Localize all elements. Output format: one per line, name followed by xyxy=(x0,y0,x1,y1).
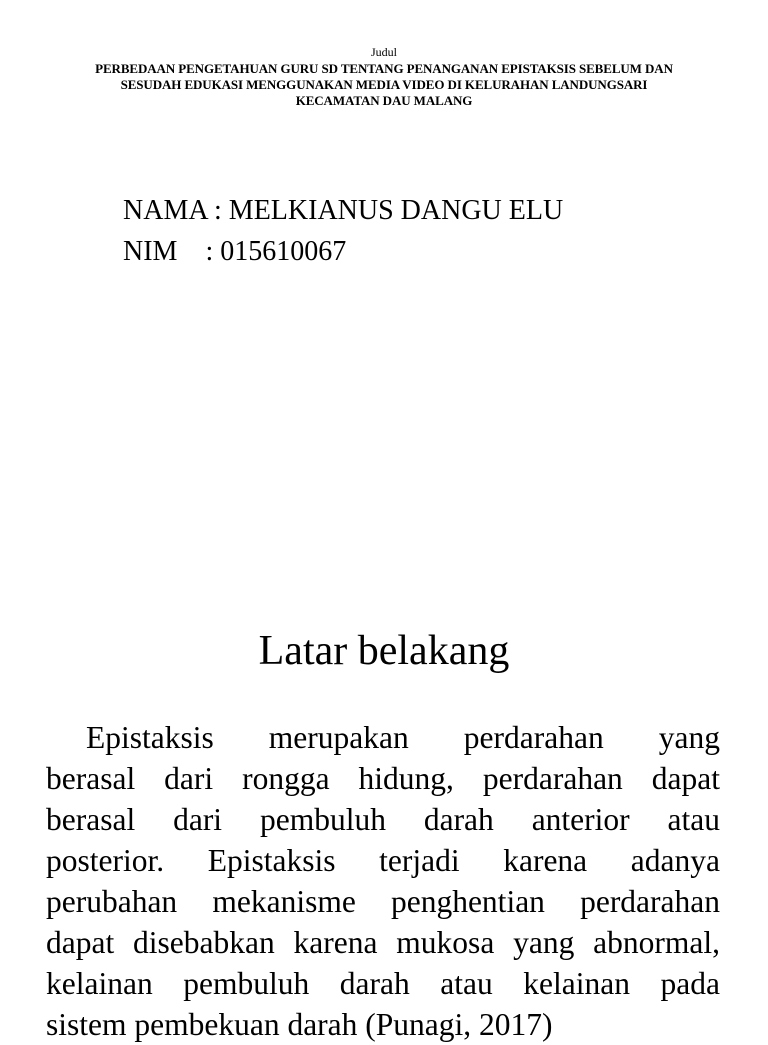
section-heading: Latar belakang xyxy=(258,628,510,674)
thesis-title xyxy=(40,61,728,109)
judul-label: Judul xyxy=(370,45,397,59)
paragraph-line: berasal dari pembuluh darah anterior atau xyxy=(46,802,720,837)
paragraph-line: dapat disebabkan karena mukosa yang abnormal, xyxy=(46,925,720,960)
paragraph-line: perubahan mekanisme penghentian perdarahan xyxy=(46,884,720,919)
paragraph-line: berasal dari rongga hidung, perdarahan dapat xyxy=(46,761,720,796)
author-identity xyxy=(123,190,563,272)
body-paragraph xyxy=(46,717,720,1045)
paragraph-line: sistem pembekuan darah (Punagi, 2017) xyxy=(46,1007,553,1042)
thesis-title-line-1: PERBEDAAN PENGETAHUAN GURU SD TENTANG PENANGANAN EPISTAKSIS SEBELUM DAN xyxy=(95,61,673,76)
paragraph-line: Epistaksis merupakan perdarahan yang xyxy=(86,720,720,755)
thesis-title-line-2: SESUDAH EDUKASI MENGGUNAKAN MEDIA VIDEO DI KELURAHAN LANDUNGSARI xyxy=(120,77,648,92)
paragraph-line: posterior. Epistaksis terjadi karena adanya xyxy=(46,843,720,878)
author-nim: NIM : 015610067 xyxy=(123,236,347,267)
author-name: NAMA : MELKIANUS DANGU ELU xyxy=(123,195,564,226)
thesis-title-line-3: KECAMATAN DAU MALANG xyxy=(295,93,473,108)
paragraph-line: kelainan pembuluh darah atau kelainan pada xyxy=(46,966,720,1001)
